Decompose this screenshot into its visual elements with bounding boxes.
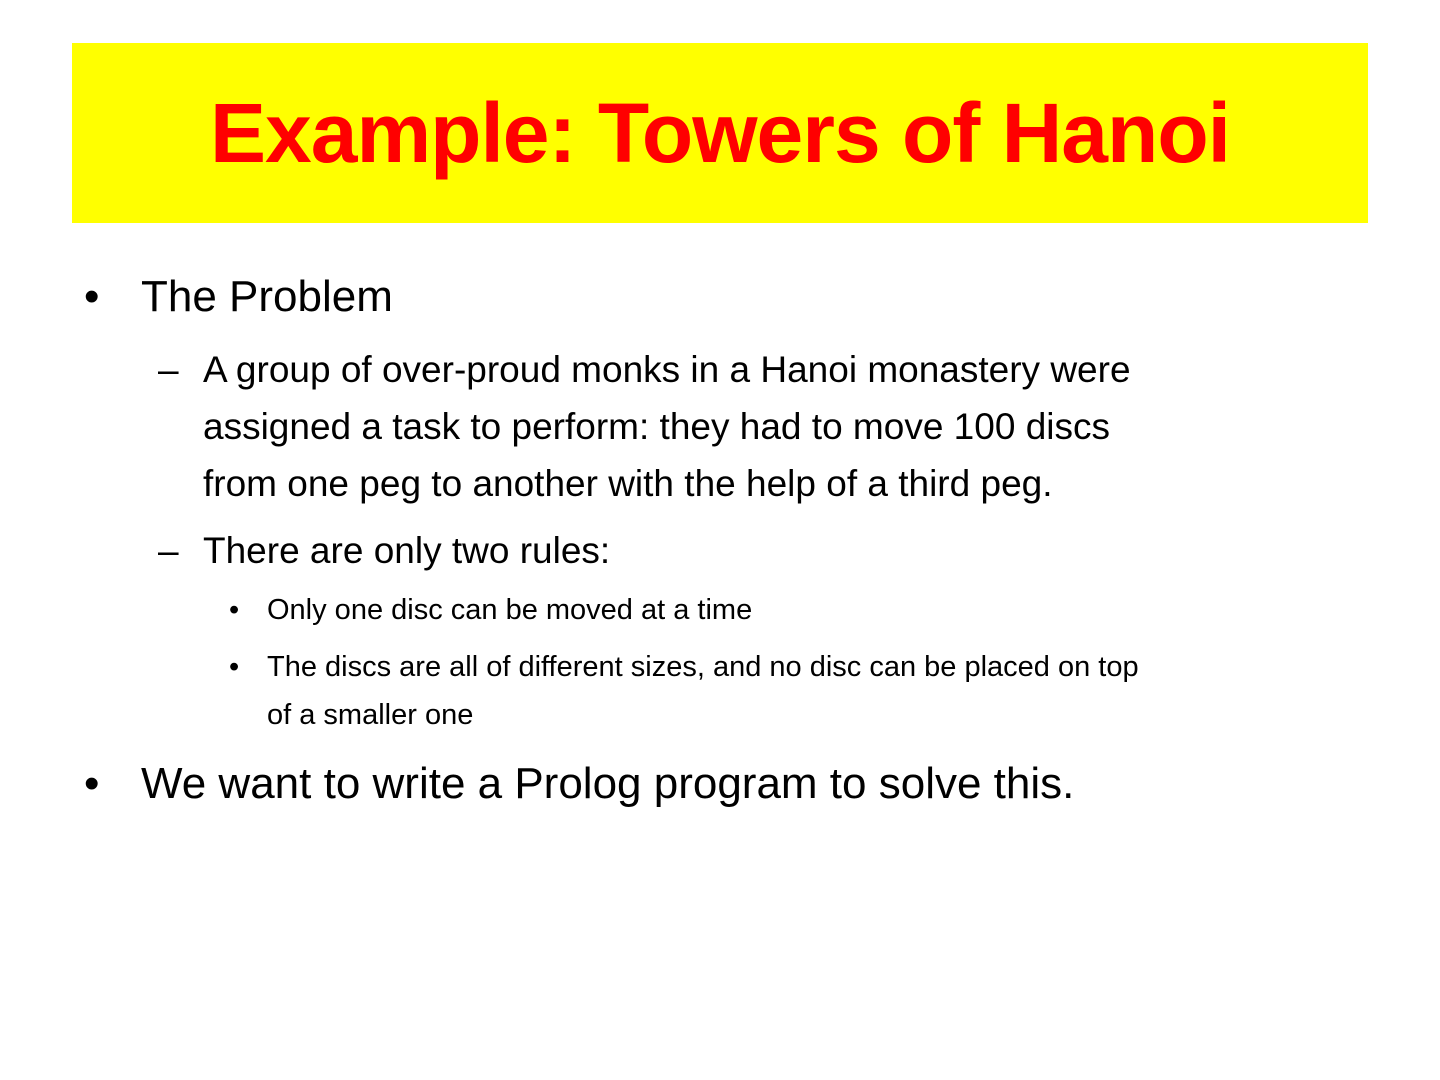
bullet-marker: •	[84, 759, 100, 808]
dash-marker: –	[158, 530, 179, 571]
sub-bullet-line: assigned a task to perform: they had to move 100 discs	[203, 406, 1110, 447]
sub-bullet-line: from one peg to another with the help of a third peg.	[203, 463, 1053, 504]
rule-item: Only one disc can be moved at a time	[267, 594, 753, 626]
bullet-marker: •	[84, 272, 100, 321]
bullet-text-prolog: We want to write a Prolog program to solve this.	[141, 759, 1075, 808]
sub-bullet-rules-heading: There are only two rules:	[203, 530, 611, 571]
rule-item: of a smaller one	[267, 699, 474, 731]
rule-item: The discs are all of different sizes, and no disc can be placed on top	[267, 651, 1139, 683]
dash-marker: –	[158, 349, 179, 390]
bullet-marker: •	[229, 651, 240, 683]
bullet-text-the-problem: The Problem	[141, 272, 393, 321]
slide-title: Example: Towers of Hanoi	[210, 85, 1230, 180]
sub-bullet-line: A group of over-proud monks in a Hanoi monastery were	[203, 349, 1131, 390]
bullet-marker: •	[229, 594, 240, 626]
